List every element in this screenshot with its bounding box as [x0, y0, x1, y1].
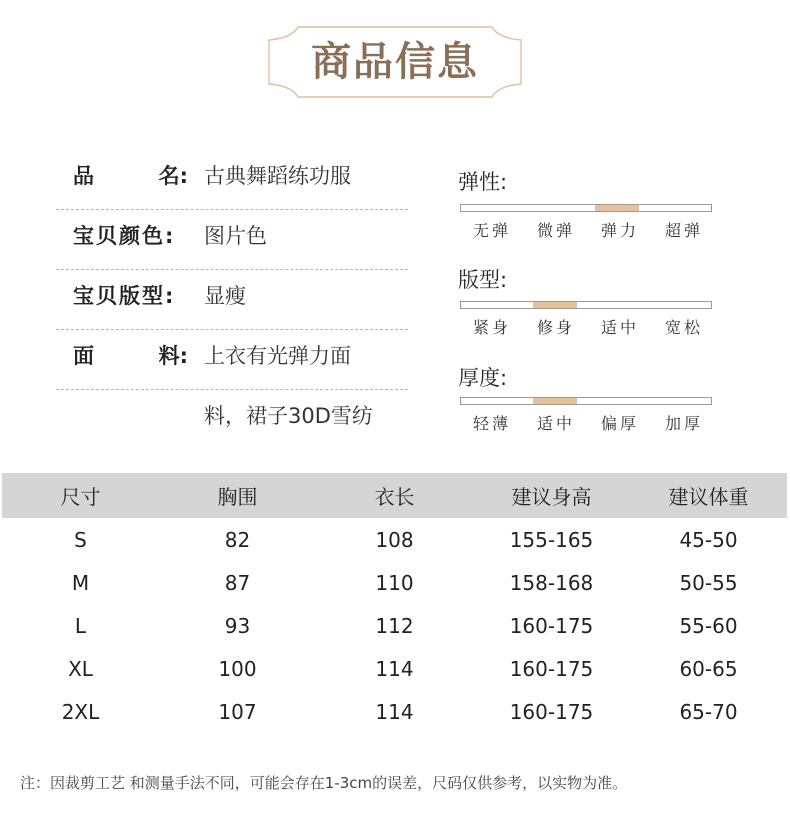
table-cell: 100 — [218, 656, 257, 681]
table-cell: 65-70 — [679, 699, 738, 724]
size-table — [2, 473, 787, 733]
info-value-name: 古典舞蹈练功服 — [204, 164, 351, 188]
size-table-header: 胸围 — [159, 473, 316, 518]
scale-fit-fill — [533, 302, 577, 308]
table-cell: 110 — [375, 570, 414, 595]
scale-fit-bar — [460, 301, 712, 309]
table-row — [2, 604, 787, 647]
table-cell: 160-175 — [509, 613, 594, 638]
size-table-header: 建议身高 — [473, 473, 630, 518]
table-row — [2, 561, 787, 604]
info-label-name-part2: 名: — [158, 164, 188, 188]
info-value-fabric-continued: 料，裙子30D雪纺 — [204, 404, 373, 428]
info-row-fit — [56, 270, 408, 330]
info-row-fabric-continued — [56, 390, 408, 449]
scale-option: 适中 — [536, 414, 575, 433]
table-cell: 108 — [375, 527, 414, 552]
table-cell: 45-50 — [679, 527, 738, 552]
info-value-color: 图片色 — [204, 224, 267, 248]
size-table-header: 衣长 — [316, 473, 473, 518]
scale-option: 适中 — [600, 318, 639, 337]
table-cell: 114 — [375, 699, 414, 724]
table-cell: 155-165 — [509, 527, 594, 552]
table-row — [2, 518, 787, 561]
info-row-color — [56, 210, 408, 270]
info-label-name-part1: 品 — [73, 164, 94, 188]
scale-elasticity-bar — [460, 204, 712, 212]
table-cell: 160-175 — [509, 656, 594, 681]
size-table-header: 尺寸 — [2, 473, 159, 518]
info-label-fabric-part1: 面 — [73, 344, 94, 368]
info-value-fabric: 上衣有光弹力面 — [204, 344, 351, 368]
table-cell: 158-168 — [509, 570, 594, 595]
scale-fit-options — [460, 315, 716, 338]
table-cell: 2XL — [61, 699, 100, 724]
page-title: 商品信息 — [311, 38, 479, 85]
footnote: 注：因裁剪工艺 和测量手法不同，可能会存在1-3cm的误差，尺码仅供参考，以实物为准。 — [20, 774, 628, 792]
table-cell: L — [74, 613, 87, 638]
table-cell: 87 — [224, 570, 251, 595]
info-label-fabric-part2: 料: — [158, 344, 188, 368]
scale-option: 偏厚 — [600, 414, 639, 433]
table-cell: 114 — [375, 656, 414, 681]
scale-option: 加厚 — [664, 414, 703, 433]
scale-option: 弹力 — [600, 221, 639, 240]
table-cell: 160-175 — [509, 699, 594, 724]
table-cell: 107 — [218, 699, 257, 724]
info-value-fit: 显瘦 — [204, 284, 246, 308]
table-cell: 55-60 — [679, 613, 738, 638]
table-cell: S — [74, 527, 87, 552]
scale-elasticity-options — [460, 218, 716, 241]
info-label-fit: 宝贝版型: — [73, 284, 176, 308]
table-cell: 93 — [224, 613, 251, 638]
scale-option: 修身 — [536, 318, 575, 337]
info-label-color: 宝贝颜色: — [73, 224, 176, 248]
info-row-fabric — [56, 330, 408, 390]
scale-thickness-bar — [460, 397, 712, 405]
title-badge — [268, 26, 522, 98]
size-table-header: 建议体重 — [630, 473, 787, 518]
table-cell: 112 — [375, 613, 414, 638]
scale-fit-label: 版型: — [458, 268, 508, 292]
scale-option: 无弹 — [472, 221, 511, 240]
info-label-fabric — [73, 340, 188, 370]
size-table-header-row — [2, 473, 787, 518]
table-cell: M — [71, 570, 90, 595]
table-row — [2, 647, 787, 690]
scale-elasticity-fill — [595, 205, 639, 211]
info-row-name — [56, 150, 408, 210]
scale-option: 宽松 — [664, 318, 703, 337]
info-label-name — [73, 160, 188, 190]
scale-thickness-options — [460, 411, 716, 434]
scale-option: 轻薄 — [472, 414, 511, 433]
scale-thickness-label: 厚度: — [458, 366, 508, 390]
table-cell: 50-55 — [679, 570, 738, 595]
table-cell: 60-65 — [679, 656, 738, 681]
scale-option: 微弹 — [536, 221, 575, 240]
scale-option: 超弹 — [664, 221, 703, 240]
scale-thickness-fill — [533, 398, 577, 404]
table-row — [2, 690, 787, 733]
table-cell: 82 — [224, 527, 251, 552]
scale-option: 紧身 — [472, 318, 511, 337]
scale-elasticity-label: 弹性: — [458, 170, 508, 194]
table-cell: XL — [68, 656, 93, 681]
